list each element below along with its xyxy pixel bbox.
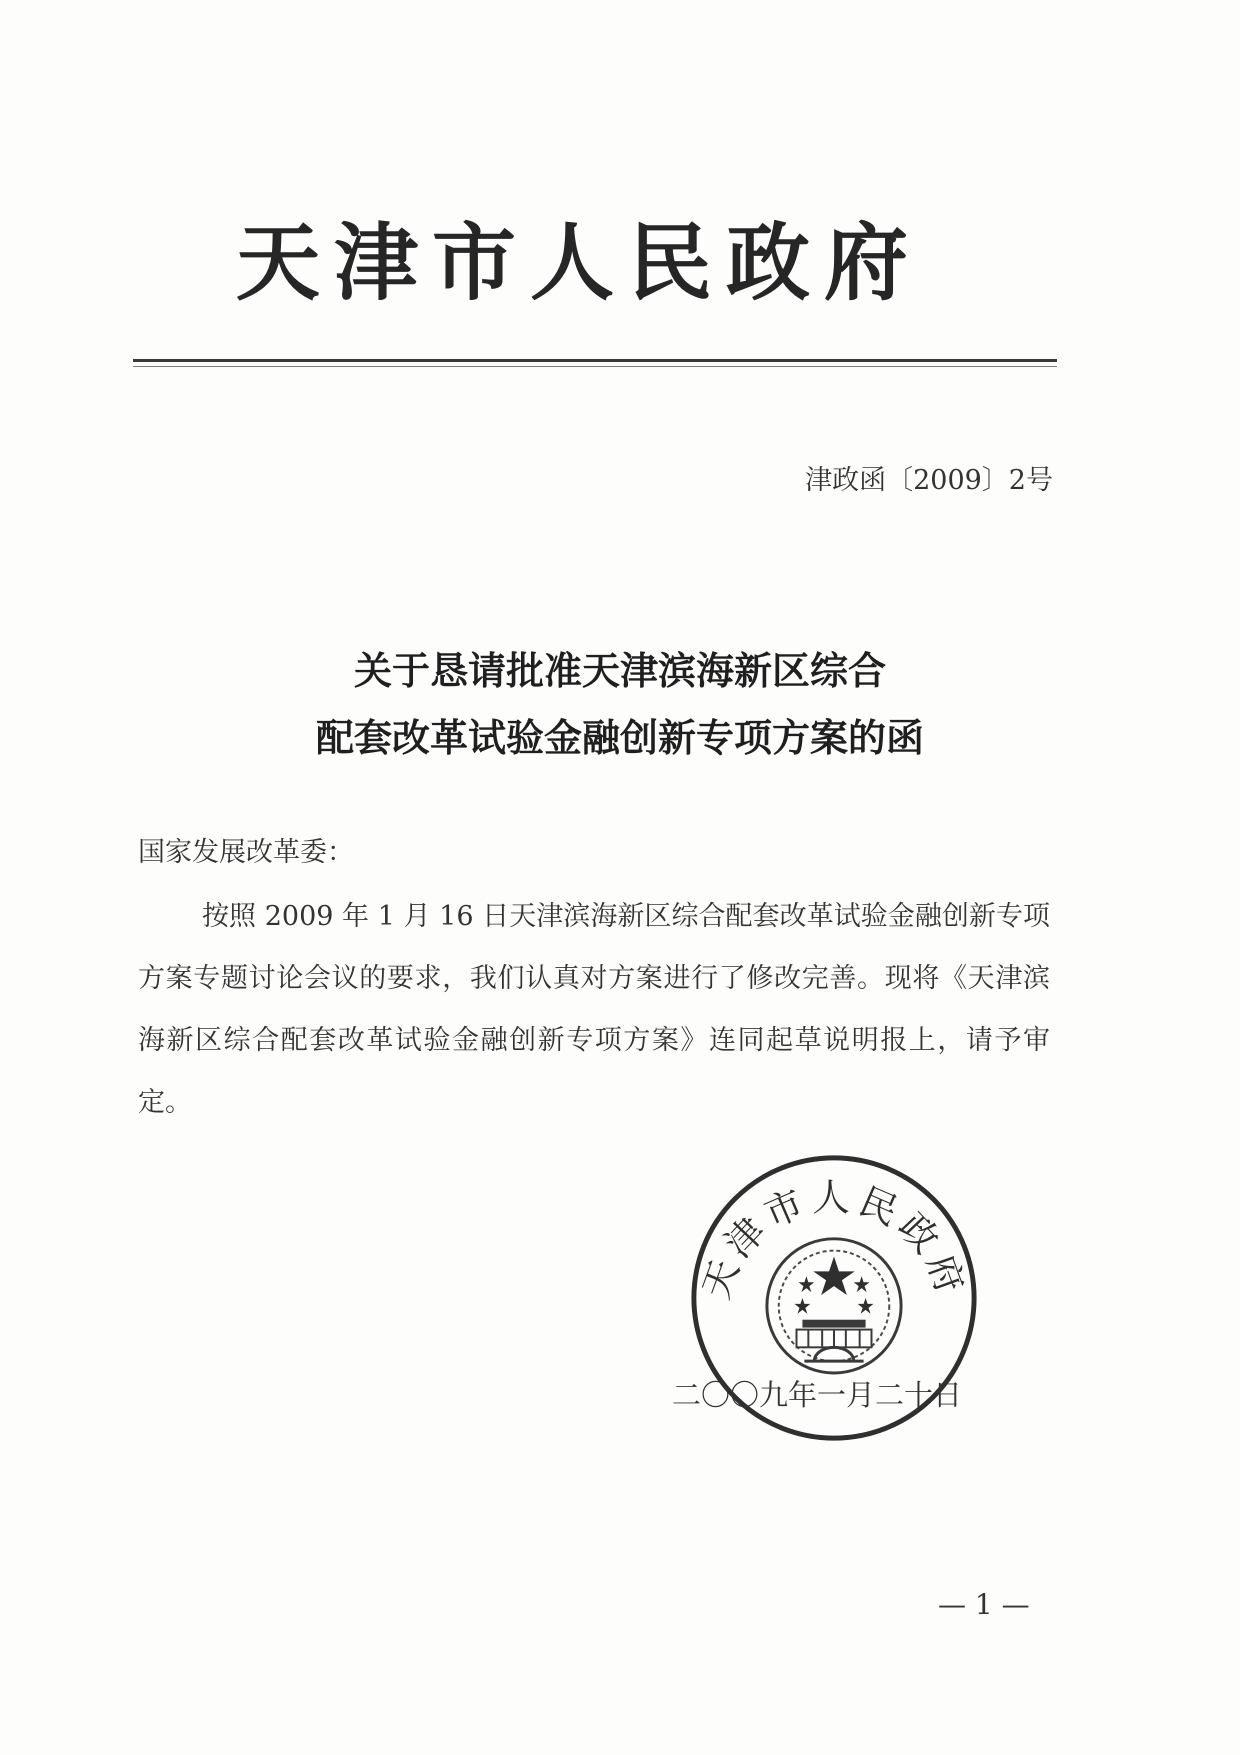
seal-text: 天津市人民政府 bbox=[693, 1175, 975, 1305]
letterhead-title: 天津市人民政府 bbox=[236, 213, 923, 312]
letterhead-rule-thin bbox=[133, 366, 1057, 367]
document-date: 二〇〇九年一月二十日 bbox=[672, 1378, 963, 1412]
document-title-line-1: 关于恳请批准天津滨海新区综合 bbox=[353, 648, 886, 693]
document-title-line-2: 配套改革试验金融创新专项方案的函 bbox=[315, 715, 924, 760]
national-emblem-icon bbox=[767, 1239, 901, 1373]
addressee: 国家发展改革委： bbox=[138, 837, 354, 868]
letterhead-rule-thick bbox=[133, 359, 1057, 362]
body-paragraph: 按照 2009 年 1 月 16 日天津滨海新区综合配套改革试验金融创新专项方案专题讨论会议的要求，我们认真对方案进行了修改完善。现将《天津滨海新区综合配套改革试验金融创新专项方案》连同起草说明报上，请予审定。 bbox=[138, 901, 1050, 1118]
page-number: — 1 — bbox=[938, 1588, 1030, 1621]
document-number: 津政函〔2009〕2号 bbox=[805, 465, 1053, 496]
